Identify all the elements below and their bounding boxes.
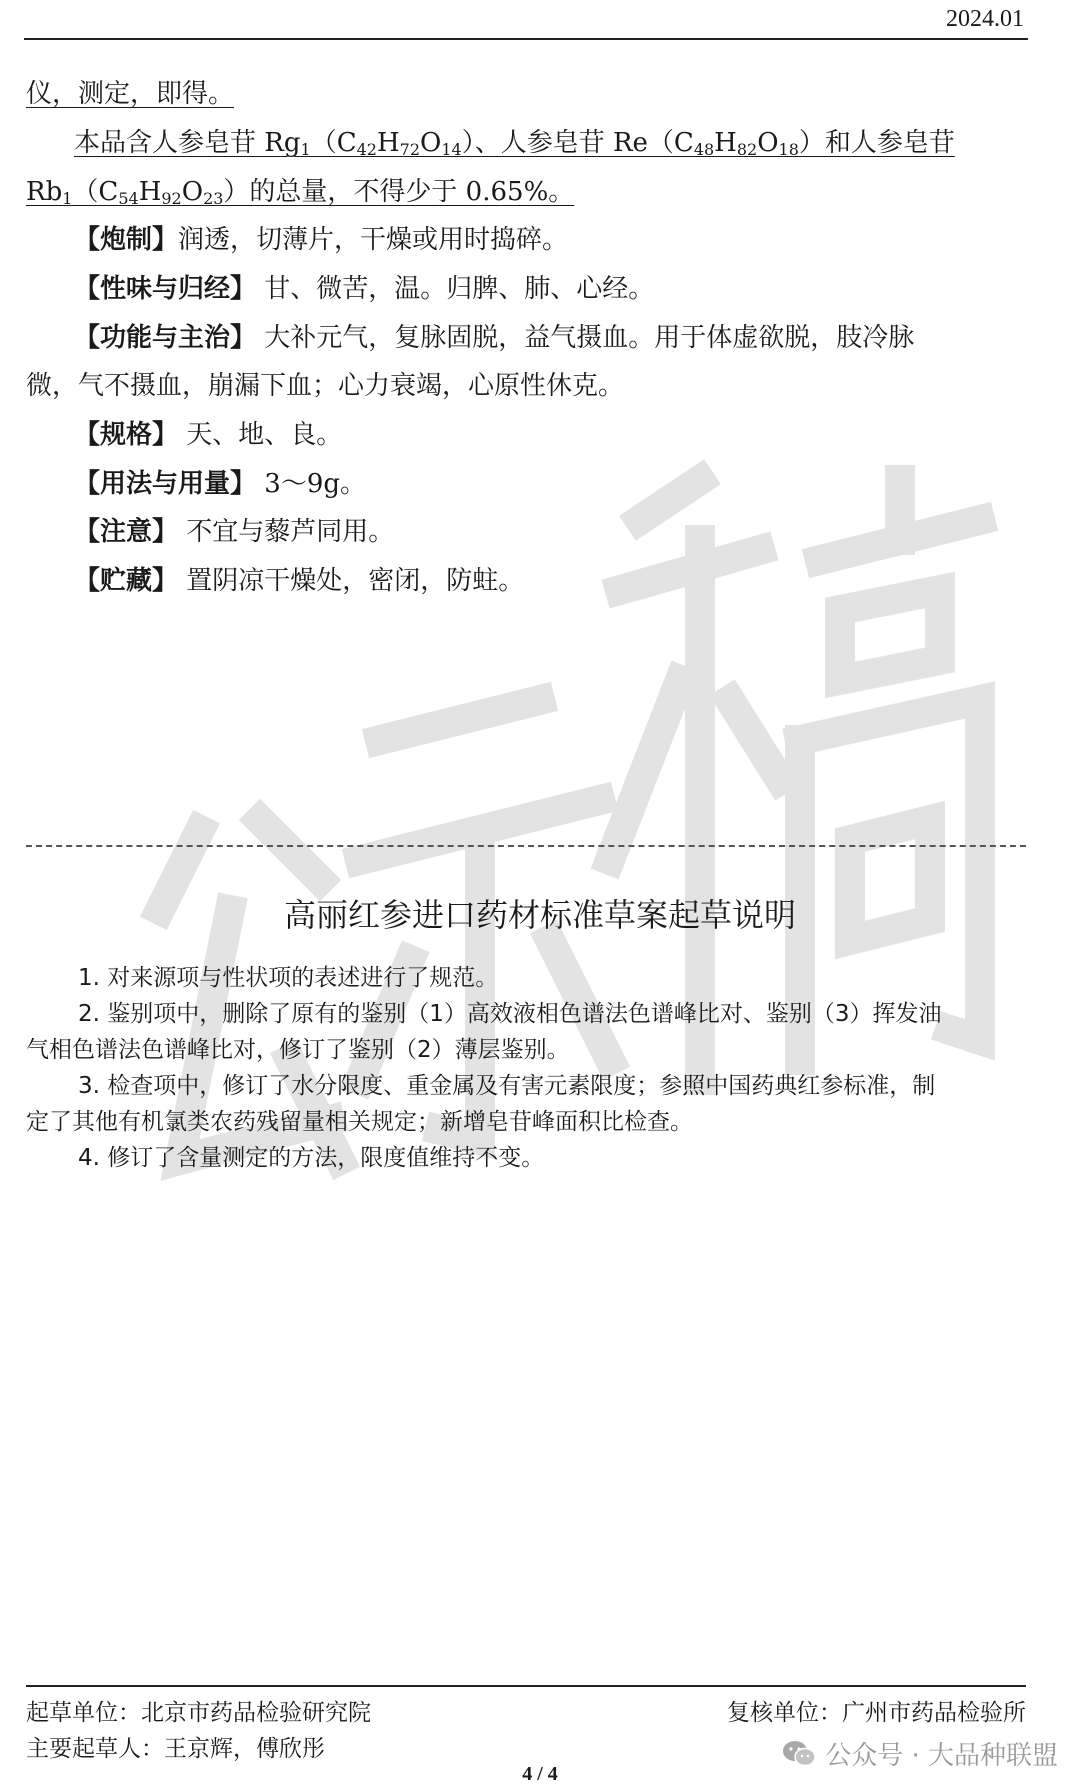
section-processing xyxy=(74,222,568,258)
document-date: 2024.01 xyxy=(946,6,1024,32)
content-text: Rb xyxy=(26,177,63,207)
section-label: 【用法与用量】 xyxy=(74,469,257,499)
annotation-item: 3. 检查项中，修订了水分限度、重金属及有害元素限度；参照中国药典红参标准，制 xyxy=(78,1073,936,1099)
subscript: 1 xyxy=(300,140,311,159)
subscript: 42 xyxy=(356,140,377,159)
annotation-item: 4. 修订了含量测定的方法，限度值维持不变。 xyxy=(78,1145,545,1171)
content-text: H xyxy=(138,177,162,207)
drafting-unit: 起草单位：北京市药品检验研究院 xyxy=(26,1700,371,1726)
header-rule xyxy=(24,38,1028,40)
section-caution xyxy=(74,514,394,550)
section-text: 置阴凉干燥处，密闭，防蛀。 xyxy=(178,566,525,596)
content-line-1 xyxy=(26,76,234,112)
section-label: 【规格】 xyxy=(74,420,179,450)
content-line-1-text: 仪，测定，即得。 xyxy=(26,79,235,109)
footer-rule xyxy=(26,1685,1026,1687)
subscript: 54 xyxy=(118,189,139,208)
content-text: H xyxy=(376,128,400,158)
subscript: 82 xyxy=(736,140,758,159)
section-text: 不宜与藜芦同用。 xyxy=(178,517,395,547)
section-label: 【贮藏】 xyxy=(74,566,179,596)
content-paragraph-line-2 xyxy=(26,174,574,210)
section-text: 大补元气，复脉固脱，益气摄血。用于体虚欲脱，肢冷脉 xyxy=(256,323,915,353)
subscript: 18 xyxy=(778,140,799,159)
content-text: ）的总量，不得少于 0.65%。 xyxy=(223,177,575,207)
content-text: H xyxy=(714,128,737,158)
section-label: 【注意】 xyxy=(74,517,179,547)
section-function-cont: 微，气不摄血，崩漏下血；心力衰竭，心原性休克。 xyxy=(26,371,625,401)
content-text: O xyxy=(757,128,779,158)
section-usage xyxy=(74,466,366,502)
section-label: 【炮制】 xyxy=(74,225,179,255)
subscript: 48 xyxy=(693,140,715,159)
section-divider xyxy=(26,845,1026,847)
section-storage xyxy=(74,563,524,599)
subscript: 23 xyxy=(203,189,224,208)
annotation-item: 2. 鉴别项中，删除了原有的鉴别（1）高效液相色谱法色谱峰比对、鉴别（3）挥发油 xyxy=(78,1001,942,1027)
section-text: 润透，切薄片，干燥或用时捣碎。 xyxy=(178,225,569,255)
annotation-item: 1. 对来源项与性状项的表述进行了规范。 xyxy=(78,965,499,991)
annotation-item: 定了其他有机氯类农药残留量相关规定；新增皂苷峰面积比检查。 xyxy=(26,1109,693,1135)
annotation-title: 高丽红参进口药材标准草案起草说明 xyxy=(283,896,796,934)
subscript: 1 xyxy=(62,189,73,208)
annotation-item: 气相色谱法色谱峰比对，修订了鉴别（2）薄层鉴别。 xyxy=(26,1037,570,1063)
subscript: 72 xyxy=(399,140,420,159)
section-function xyxy=(74,320,914,356)
content-paragraph-line-1 xyxy=(74,125,955,161)
subscript: 14 xyxy=(441,140,462,159)
page-number: 4 / 4 xyxy=(522,1763,558,1785)
section-label: 【功能与主治】 xyxy=(74,323,257,353)
section-text: 天、地、良。 xyxy=(178,420,343,450)
review-unit: 复核单位：广州市药品检验所 xyxy=(727,1700,1026,1726)
content-text: 本品含人参皂苷 Rg xyxy=(74,128,301,158)
drafters: 主要起草人：王京辉，傅欣彤 xyxy=(26,1736,325,1762)
section-nature xyxy=(74,271,654,307)
content-text: O xyxy=(181,177,204,207)
subscript: 92 xyxy=(161,189,182,208)
content-text: （C xyxy=(72,177,119,207)
content-text: ）和人参皂苷 xyxy=(798,128,955,158)
content-text: （C xyxy=(310,128,357,158)
wechat-account-name: 公众号 · 大品种联盟 xyxy=(825,1741,1058,1771)
section-label: 【性味与归经】 xyxy=(74,274,257,304)
content-text: O xyxy=(420,128,442,158)
section-spec xyxy=(74,417,342,453)
section-text: 甘、微苦，温。归脾、肺、心经。 xyxy=(256,274,655,304)
section-text: 3～9g。 xyxy=(256,469,367,499)
content-text: ）、人参皂苷 Re（C xyxy=(461,128,694,158)
